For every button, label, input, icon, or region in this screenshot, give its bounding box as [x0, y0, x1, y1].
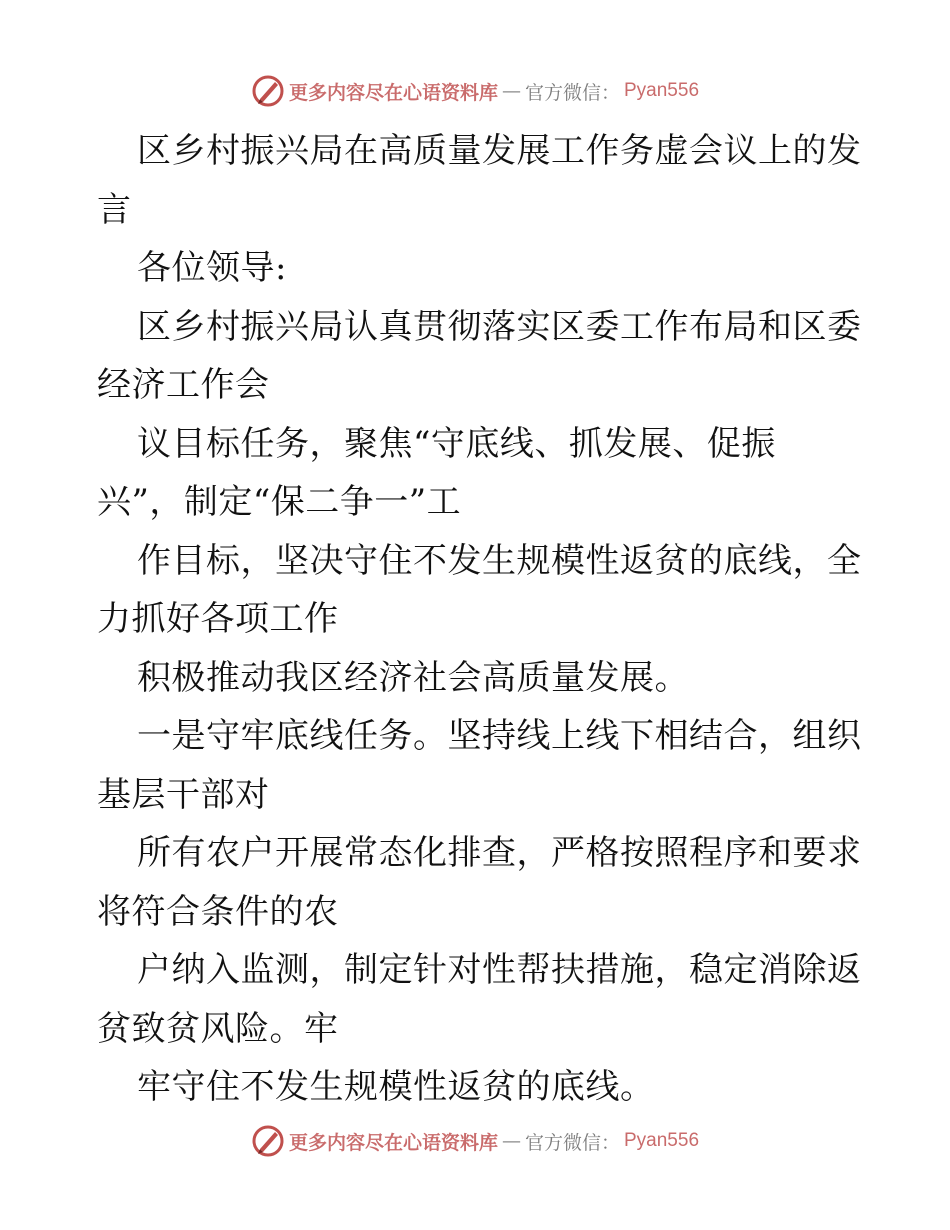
- document-body: [97, 122, 862, 1117]
- text-line: 一是守牢底线任务。坚持线上线下相结合，组织: [137, 716, 862, 756]
- text-line: 区乡村振兴局认真贯彻落实区委工作布局和区委: [137, 306, 862, 347]
- watermark-dash: —: [501, 1130, 521, 1152]
- watermark-brand: 更多内容尽在心语资料库: [288, 1131, 498, 1154]
- text-line: 将符合条件的农: [97, 891, 339, 932]
- watermark-contact-label: 官方微信：: [524, 81, 620, 104]
- text-line: 区乡村振兴局在高质量发展工作务虚会议上的发: [137, 131, 862, 171]
- text-line: 经济工作会: [97, 365, 270, 405]
- text-line: 户纳入监测，制定针对性帮扶措施，稳定消除返: [137, 950, 862, 990]
- text-line: 贫致贫风险。牢: [97, 1008, 339, 1049]
- watermark-handle: Pyan556: [624, 1130, 700, 1151]
- text-line: 各位领导:: [137, 248, 287, 288]
- pen-logo-icon: [251, 1124, 285, 1158]
- text-line: 议目标任务，聚焦“守底线、抓发展、促振: [137, 423, 776, 464]
- text-line: 基层干部对: [97, 774, 270, 815]
- footer-watermark: [0, 1124, 950, 1158]
- text-line: 言: [97, 189, 132, 230]
- text-line: 兴”，制定“保二争一”工: [97, 482, 462, 522]
- text-line: 牢守住不发生规模性返贫的底线。: [137, 1067, 655, 1107]
- watermark-brand: 更多内容尽在心语资料库: [288, 81, 498, 104]
- pen-logo-icon: [251, 74, 285, 108]
- text-line: 积极推动我区经济社会高质量发展。: [137, 657, 689, 698]
- watermark-contact-label: 官方微信：: [524, 1131, 620, 1154]
- text-line: 所有农户开展常态化排查，严格按照程序和要求: [137, 833, 862, 873]
- text-line: 力抓好各项工作: [97, 599, 339, 639]
- watermark-handle: Pyan556: [624, 80, 700, 101]
- header-watermark: [0, 74, 950, 108]
- text-line: 作目标，坚决守住不发生规模性返贫的底线，全: [137, 540, 862, 581]
- watermark-dash: —: [501, 80, 521, 102]
